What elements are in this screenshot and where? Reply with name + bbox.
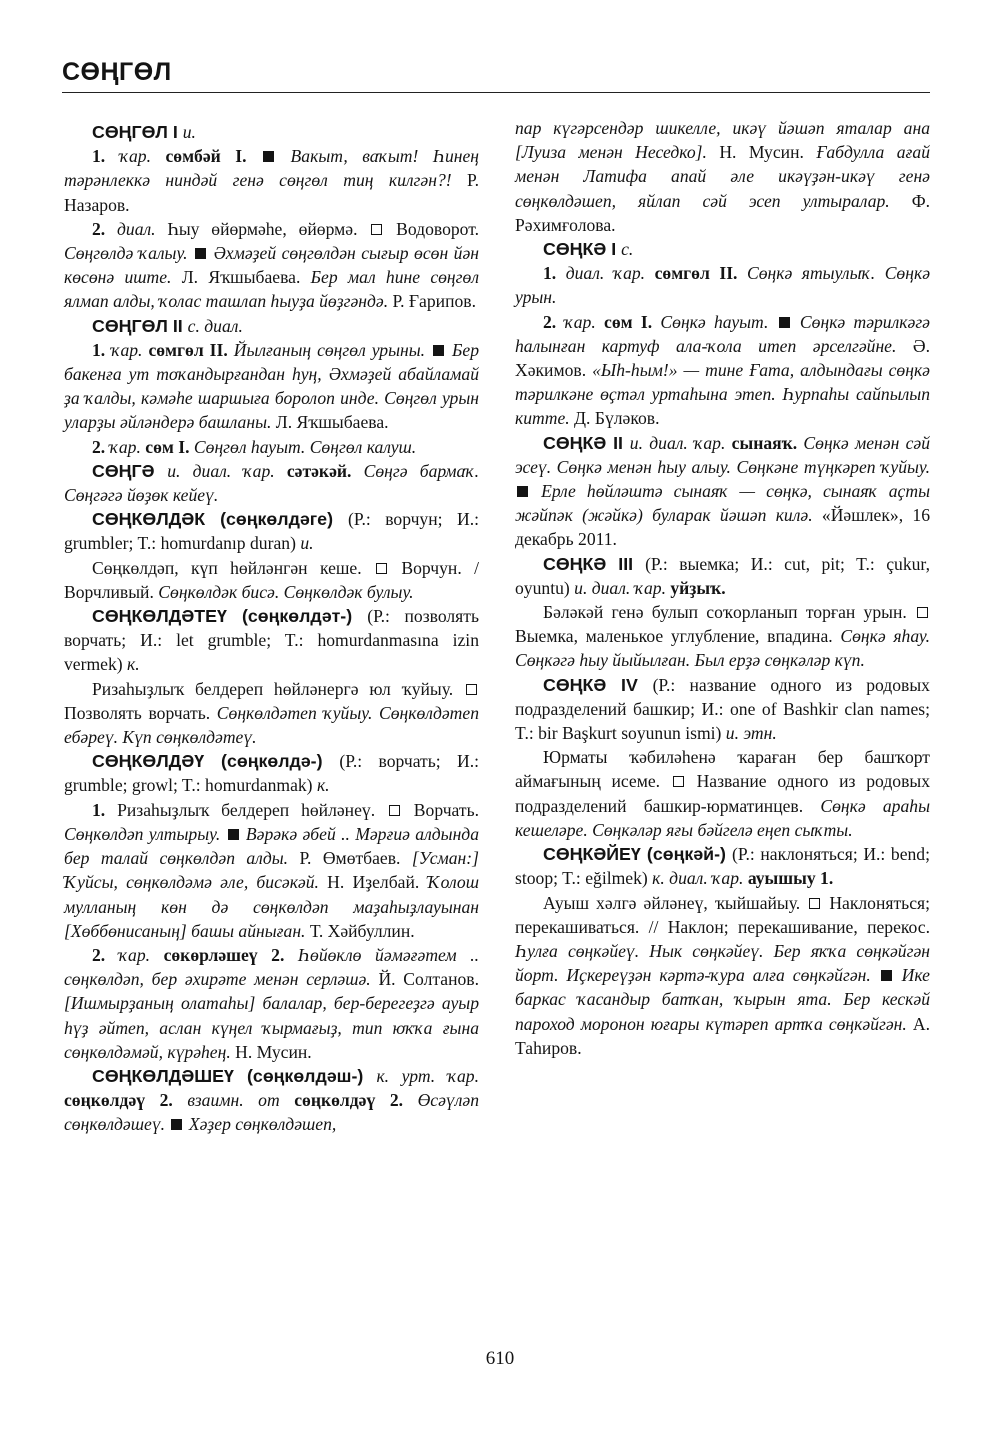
running-head: СӨҢГӨЛ xyxy=(62,58,172,86)
empty-square-icon xyxy=(466,684,477,695)
entry-headword-line xyxy=(64,314,479,338)
bold-text: сөңкөлдәү 2. xyxy=(64,1090,188,1111)
text: Й. Солтанов. xyxy=(378,969,479,990)
italic-text: Сөңкөлдәтеп ҡуйыу. Сөңкөлдәтеп ебәреү. Күп сөңкөлдәтеү. xyxy=(64,702,479,748)
headword: СӨҢКӨЛДӘҮ (сөңкөлдә-) xyxy=(92,751,340,772)
entry-headword-line xyxy=(64,1064,479,1137)
italic-text: Сөңкә менән сәй эсеү. Сөңкә менән һыу алыу. Сөңкәне түңкәреп ҡуйыу. xyxy=(515,432,930,477)
entry-paragraph xyxy=(64,338,479,435)
page-number: 610 xyxy=(485,1348,515,1369)
italic-text: к. урт. ҡар. xyxy=(376,1065,479,1086)
italic-text: [Ишмырҙаның олатаһы] балалар, бер-берегеҙгә ауыр һүҙ әйтеп, аслан күңел ҡырмағыҙ, тип юҡҡа ғына сөңкөлдәмәй, күрәһең. xyxy=(64,993,479,1062)
italic-text: взаимн. от xyxy=(187,1090,295,1111)
bold-text: сөмбәй I. xyxy=(165,146,262,167)
italic-text: Ерле һөйләштә сынаяҡ — сөңкә, сынаяҡ аҫты жәйпәк (жәйкә) буларак йәшәп килә. xyxy=(515,481,930,526)
text: Н. Иҙелбай. xyxy=(327,872,428,893)
entry-paragraph xyxy=(515,116,930,237)
italic-text: к. xyxy=(127,654,140,675)
italic-text: и. диал. ҡар. xyxy=(574,577,671,598)
empty-square-icon xyxy=(673,776,684,787)
italic-text: к. xyxy=(316,775,330,796)
italic-text: с. xyxy=(621,239,634,260)
entry-paragraph xyxy=(515,310,930,431)
italic-text: Әхмәҙей сөңгөлдән сығыр өсөн йән көсөнә иште. xyxy=(64,243,480,288)
italic-text: Сөңкә яһау. Сөңкәгә һыу йыйылған. Был ерҙә сөңкәләр күп. xyxy=(515,626,931,671)
empty-square-icon xyxy=(809,898,820,909)
text: (Р.: ворчун; И.: grumbler; T.: homurdanıp duran) xyxy=(64,509,479,554)
entry-headword-line xyxy=(515,431,930,552)
italic-text: Һулға сөңкәйеү. Нык сөңкәйеү. Бер яҡҡа сөңкәйгән йорт. Иҫкереүҙән кәртә-ҡура алға сөңкәйгән. xyxy=(515,940,930,986)
italic-text: Сөңкә тәрилкәгә һалынған картуф ала-ҡола итеп әрселгәйне. xyxy=(515,311,930,356)
headword: СӨҢГӨЛ I xyxy=(92,122,183,142)
italic-text: пар күгәрсендәр шикелле, икәү йәшәп яталар ана [Луиза менән Неседко]. xyxy=(515,118,930,163)
entry-paragraph xyxy=(64,943,479,1064)
italic-text: ҡар. xyxy=(119,146,166,167)
headword: СӨҢКӨЛДӘШЕҮ (сөңкөлдәш-) xyxy=(92,1065,377,1086)
text: Ф. Рәхимғолова. xyxy=(515,190,930,235)
italic-text: Сөңкөлдәк бисә. Сөңкөлдәк булыу. xyxy=(158,581,414,602)
filled-square-icon xyxy=(263,151,274,162)
entry-headword-line xyxy=(515,237,930,261)
italic-text: Сөңкә араһы кешеләре. Сөңкәләр яғы бәйгелә еңеп сыҡты. xyxy=(515,795,930,840)
text: Водоворот. xyxy=(384,218,479,239)
italic-text: ҡар. xyxy=(118,944,164,965)
bold-text: 2. xyxy=(92,218,118,239)
text: Ворчун. / Ворчливый. xyxy=(64,557,479,602)
italic-text: Вәрәкә әбей .. Мәрғиә алдында бер талай сөңкөлдәп алды. xyxy=(64,823,479,869)
italic-text: с. диал. xyxy=(187,315,243,336)
filled-square-icon xyxy=(433,345,444,356)
bold-text: сынаяҡ. xyxy=(731,432,804,453)
text: Л. Яҡшыбаева. xyxy=(275,412,389,433)
filled-square-icon xyxy=(779,317,790,328)
header-rule xyxy=(62,92,930,93)
text: Һыу өйөрмәһе, өйөрмә. xyxy=(167,218,370,239)
filled-square-icon xyxy=(517,486,528,497)
text: (Р.: название одного из родовых подразделений башкир; И.: one of Bashkir clan names; T.: bir Başkurt soyunun ismi) xyxy=(515,674,930,744)
text: Ауыш хәлгә әйләнеү, ҡыйшайыу. xyxy=(543,892,808,913)
italic-text: и. xyxy=(300,533,314,554)
entry-headword-line xyxy=(64,507,479,555)
italic-text: ҡар. xyxy=(564,311,605,332)
italic-text: Сөңгөл һауыт. Сөңгөл калуш. xyxy=(193,436,417,457)
headword: СӨҢГӨЛ II xyxy=(92,315,188,336)
headword: СӨҢГӘ xyxy=(92,460,168,481)
italic-text: и. диал. ҡар. xyxy=(167,460,287,481)
entry-paragraph xyxy=(64,144,479,217)
entry-paragraph xyxy=(64,217,479,314)
text: Название одного из родовых подразделений башкир-юрматинцев. xyxy=(515,771,930,816)
entry-headword-line xyxy=(64,749,479,797)
headword: СӨҢКӘ III xyxy=(543,553,646,574)
headword: СӨҢКӨЛДӘК (сөңкөлдәге) xyxy=(92,509,349,530)
headword: СӨҢКӘЙЕҮ (сөңкәй-) xyxy=(543,844,733,865)
headword: СӨҢКӘ I xyxy=(543,239,622,260)
italic-text: Һөйөклө йәмәғәтем .. сөңкөлдәп, бер әхирәте менән серләшә. xyxy=(64,944,479,990)
text: Н. Мусин. xyxy=(235,1041,312,1062)
bold-text: 1. xyxy=(92,799,118,820)
italic-text: [Усман:] Ҡуйсы, сөңкөлдәмә әле, бисәкәй. xyxy=(64,848,479,893)
bold-text: 1. xyxy=(543,263,566,284)
entry-headword-line xyxy=(64,459,479,507)
text: Бәләкәй генә булып соҡорланып торған урын. xyxy=(543,602,915,623)
italic-text: Сөңгә бармаҡ. Сөңгәгә йөҙөк кейеү. xyxy=(64,460,479,506)
text: (Р.: ворчать; И.: grumble; growl; T.: homurdanmak) xyxy=(64,751,479,796)
empty-square-icon xyxy=(389,805,400,816)
italic-text: Ғабдулла ағай менән Латифа апай әле икәүҙән-икәү генә сөңкөлдәшеп, яйлап сәй эсеп ултыралар. xyxy=(515,142,930,211)
headword: СӨҢКӨЛДӘТЕҮ (сөңкөлдәт-) xyxy=(92,606,368,627)
entry-paragraph xyxy=(515,261,930,309)
entry-headword-line xyxy=(515,673,930,746)
filled-square-icon xyxy=(195,248,206,259)
headword: СӨҢКӘ II xyxy=(543,432,630,453)
entry-paragraph xyxy=(64,677,479,750)
italic-text: Бер мал һине сөңгөл ялмап алды, ҡолас ташлап һыуҙа йөҙгәндә. xyxy=(64,267,479,312)
entry-paragraph xyxy=(64,435,479,459)
empty-square-icon xyxy=(376,563,387,574)
italic-text: Бер бакенға ут тоҡандырғандан һуң, Әхмәҙей абайламай ҙа ҡалды, кәмәһе шаршыға боролоп инде. Сөңгөл урын уларҙы әйләндерә башланы. xyxy=(64,339,480,433)
filled-square-icon xyxy=(881,970,892,981)
text: Ә. Хәкимов. xyxy=(515,335,930,381)
text: (Р.: выемка; И.: cut, pit; T.: çukur, oyuntu) xyxy=(515,553,930,598)
bold-text: сөмгөл II. xyxy=(654,263,747,284)
bold-text: уйҙыҡ. xyxy=(670,577,726,598)
italic-text: Ҡолош мулланың көн дә сөңкөлдәп маҙаһыҙлауынан [Хөббөнисаның] башы айныған. xyxy=(64,872,479,941)
italic-text: к. диал. ҡар. xyxy=(652,868,748,889)
italic-text: Вакыт, ваҡыт! Һинең тәрәнлеккә ниндәй генә сөңгөл тиң килгән?! xyxy=(64,146,480,191)
filled-square-icon xyxy=(171,1119,182,1130)
left-column xyxy=(64,120,479,1137)
text: Д. Бүләков. xyxy=(574,408,660,429)
text: «Йәшлек», 16 декабрь 2011. xyxy=(515,505,930,550)
italic-text: «Ыһ-һым!» — тине Ғата, алдындағы сөңкә тәрилкәне өҫтәл уртаһына этеп. Һурпаһы сайпылып китте. xyxy=(515,360,930,429)
text: Р. Ғарипов. xyxy=(392,291,476,312)
bold-text: 2. xyxy=(543,311,565,332)
italic-text: Сөңкә һауыт. xyxy=(660,311,777,332)
entry-paragraph xyxy=(64,798,479,943)
text: Сөңкөлдәп, күп һөйләнгән кеше. xyxy=(92,557,375,578)
text: Наклоняться; перекашиваться. // Наклон; перекашивание, перекос. xyxy=(515,892,930,937)
entry-headword-line xyxy=(515,552,930,600)
bold-text: 1. xyxy=(92,339,112,360)
italic-text: Хәҙер сөңкөлдәшеп, xyxy=(184,1114,337,1135)
text: Р. Назаров. xyxy=(64,170,479,215)
text: Юрматы ҡәбиләһенә ҡараған бер башҡорт аймағының исеме. xyxy=(515,747,930,792)
bold-text: сөм I. xyxy=(604,311,661,332)
text: Ворчать. xyxy=(401,799,480,820)
bold-text: сәтәкәй. xyxy=(286,460,364,481)
empty-square-icon xyxy=(371,224,382,235)
italic-text: ҡар. xyxy=(109,436,146,457)
italic-text: Йылғаның сөңгөл урыны. xyxy=(233,339,432,360)
text: (Р.: наклоняться; И.: bend; stoop; T.: eğilmek) xyxy=(515,844,930,889)
bold-text: сөмгөл II. xyxy=(148,339,234,360)
text: Ризаһыҙлыҡ белдереп һөйләнергә юл ҡуйыу. xyxy=(92,678,464,699)
text: Р. Өмөтбаев. xyxy=(299,848,412,869)
entry-paragraph xyxy=(515,745,930,842)
text: (Р.: позволять ворчать; И.: let grumble; T.: homurdanmasına izin vermek) xyxy=(64,606,479,675)
bold-text: 2. xyxy=(92,944,119,965)
italic-text: диал. ҡар. xyxy=(565,263,655,284)
bold-text: сөм I. xyxy=(145,436,194,457)
italic-text: диал. xyxy=(117,218,168,239)
entry-headword-line xyxy=(64,604,479,677)
entry-paragraph xyxy=(515,891,930,1060)
italic-text: Ике баркас ҡасандыр батҡан, ҡырын ята. Бер кескәй пароход моронон юғары күтәреп артҡа сөңкәйгән. xyxy=(515,965,930,1034)
right-column xyxy=(515,116,930,1060)
bold-text: 1. xyxy=(92,146,120,167)
text: Ризаһыҙлыҡ белдереп һөйләнеү. xyxy=(117,799,387,820)
text: Н. Мусин. xyxy=(719,142,817,163)
filled-square-icon xyxy=(228,829,239,840)
italic-text: Сөңгөлдә ҡалыу. xyxy=(64,243,194,264)
entry-paragraph xyxy=(64,556,479,604)
entry-headword-line xyxy=(64,120,479,144)
headword: СӨҢКӘ IV xyxy=(543,674,653,695)
empty-square-icon xyxy=(917,607,928,618)
italic-text: Өсәүләп сөңкөлдәшеү. xyxy=(64,1090,479,1135)
entry-headword-line xyxy=(515,842,930,890)
italic-text: Сөңкә ятыулыҡ. Сөңкә урын. xyxy=(515,263,930,308)
bold-text: сөкөрләшеү 2. xyxy=(163,944,298,965)
text: Л. Яҡшыбаева. xyxy=(181,267,311,288)
italic-text: и. диал. ҡар. xyxy=(629,432,732,453)
italic-text: и. этн. xyxy=(725,723,777,744)
bold-text: ауышыу 1. xyxy=(747,868,834,889)
entry-paragraph xyxy=(515,600,930,673)
italic-text: ҡар. xyxy=(111,339,149,360)
italic-text: и. xyxy=(182,122,196,142)
bold-text: 2. xyxy=(92,436,110,457)
text: Т. Хәйбуллин. xyxy=(309,920,415,941)
text: Выемка, маленькое углубление, впадина. xyxy=(515,626,841,647)
text: Позволять ворчать. xyxy=(64,702,217,723)
italic-text: Сөңкөлдәп ултырыу. xyxy=(64,823,226,844)
text: А. Таһиров. xyxy=(515,1013,930,1058)
bold-text: сөңкөлдәү 2. xyxy=(294,1090,418,1111)
